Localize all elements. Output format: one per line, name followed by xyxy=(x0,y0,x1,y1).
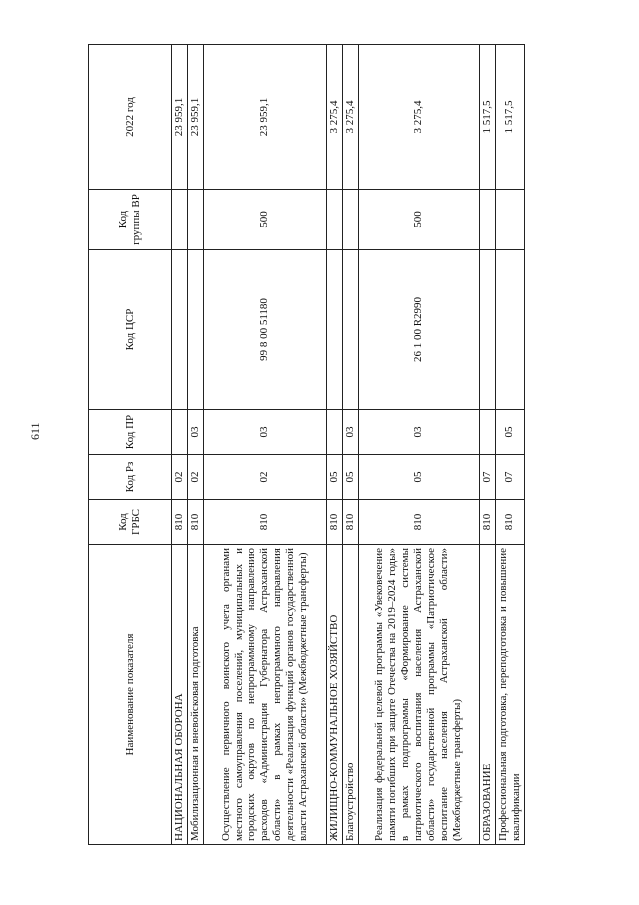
row-pr: 03 xyxy=(342,410,358,455)
budget-table-container xyxy=(88,45,522,845)
row-csr xyxy=(495,250,524,410)
row-grbs: 810 xyxy=(342,500,358,545)
row-grbs: 810 xyxy=(479,500,495,545)
row-rz: 07 xyxy=(495,455,524,500)
row-csr xyxy=(172,250,188,410)
row-pr: 05 xyxy=(495,410,524,455)
table-row xyxy=(479,45,495,845)
row-csr: 99 8 00 51180 xyxy=(203,250,326,410)
row-name: Мобилизационная и вневойсковая подготовка xyxy=(187,545,203,845)
row-2022: 3 275,4 xyxy=(342,45,358,190)
row-pr: 03 xyxy=(358,410,479,455)
row-2022: 23 959,1 xyxy=(172,45,188,190)
row-csr xyxy=(342,250,358,410)
row-name: ЖИЛИЩНО-КОММУНАЛЬНОЕ ХОЗЯЙСТВО xyxy=(326,545,342,845)
table-header-row xyxy=(89,45,172,845)
row-pr: 03 xyxy=(187,410,203,455)
row-rz: 02 xyxy=(187,455,203,500)
row-rz: 07 xyxy=(479,455,495,500)
row-rz: 02 xyxy=(172,455,188,500)
row-grbs: 810 xyxy=(358,500,479,545)
table-row xyxy=(172,45,188,845)
row-rz: 02 xyxy=(203,455,326,500)
row-vr xyxy=(172,190,188,250)
row-vr xyxy=(187,190,203,250)
row-name: Благоустройство xyxy=(342,545,358,845)
row-2022: 1 517,5 xyxy=(495,45,524,190)
row-vr xyxy=(495,190,524,250)
table-row xyxy=(187,45,203,845)
table-row xyxy=(326,45,342,845)
header-name: Наименование показателя xyxy=(89,545,172,845)
row-2022: 1 517,5 xyxy=(479,45,495,190)
row-vr: 500 xyxy=(358,190,479,250)
row-grbs: 810 xyxy=(326,500,342,545)
row-rz: 05 xyxy=(342,455,358,500)
row-csr xyxy=(187,250,203,410)
header-csr: Код ЦСР xyxy=(89,250,172,410)
row-pr xyxy=(172,410,188,455)
row-vr: 500 xyxy=(203,190,326,250)
table-row xyxy=(342,45,358,845)
header-vr: Код группы ВР xyxy=(89,190,172,250)
row-rz: 05 xyxy=(326,455,342,500)
header-2022: 2022 год xyxy=(89,45,172,190)
row-pr: 03 xyxy=(203,410,326,455)
row-2022: 3 275,4 xyxy=(326,45,342,190)
table-row xyxy=(358,45,479,845)
row-csr xyxy=(326,250,342,410)
row-2022: 23 959,1 xyxy=(187,45,203,190)
row-grbs: 810 xyxy=(187,500,203,545)
row-grbs: 810 xyxy=(203,500,326,545)
row-grbs: 810 xyxy=(172,500,188,545)
row-name: Реализация федеральной целевой программы «Увековечение памяти погибших при защите Отечества на 2019–2024 годы» в рамках подпрограммы «Формирование системы патриотического воспитания населения Астраханской области» государственной программы «Патриотическое воспитание населения Астраханской области» (Межбюджетные трансферты) xyxy=(358,545,479,845)
page-number: 611 xyxy=(28,422,42,440)
row-2022: 23 959,1 xyxy=(203,45,326,190)
table-row xyxy=(203,45,326,845)
header-grbs: Код ГРБС xyxy=(89,500,172,545)
row-name: ОБРАЗОВАНИЕ xyxy=(479,545,495,845)
row-vr xyxy=(479,190,495,250)
row-name: Профессиональная подготовка, переподготовка и повышение квалификации xyxy=(495,545,524,845)
row-pr xyxy=(326,410,342,455)
row-name: Осуществление первичного воинского учета органами местного самоуправления поселений, муниципальных и городских округов по непрограммному направлению расходов «Администрация Губернатора Астраханской области» в рамках непрограммного направления деятельности «Реализация функций органов государственной власти Астраханской области» (Межбюджетные трансферты) xyxy=(203,545,326,845)
row-csr: 26 1 00 R2990 xyxy=(358,250,479,410)
row-2022: 3 275,4 xyxy=(358,45,479,190)
header-pr: Код ПР xyxy=(89,410,172,455)
header-rz: Код Рз xyxy=(89,455,172,500)
budget-table xyxy=(88,44,525,845)
table-row xyxy=(495,45,524,845)
row-grbs: 810 xyxy=(495,500,524,545)
row-rz: 05 xyxy=(358,455,479,500)
row-name: НАЦИОНАЛЬНАЯ ОБОРОНА xyxy=(172,545,188,845)
row-pr xyxy=(479,410,495,455)
row-csr xyxy=(479,250,495,410)
row-vr xyxy=(326,190,342,250)
row-vr xyxy=(342,190,358,250)
